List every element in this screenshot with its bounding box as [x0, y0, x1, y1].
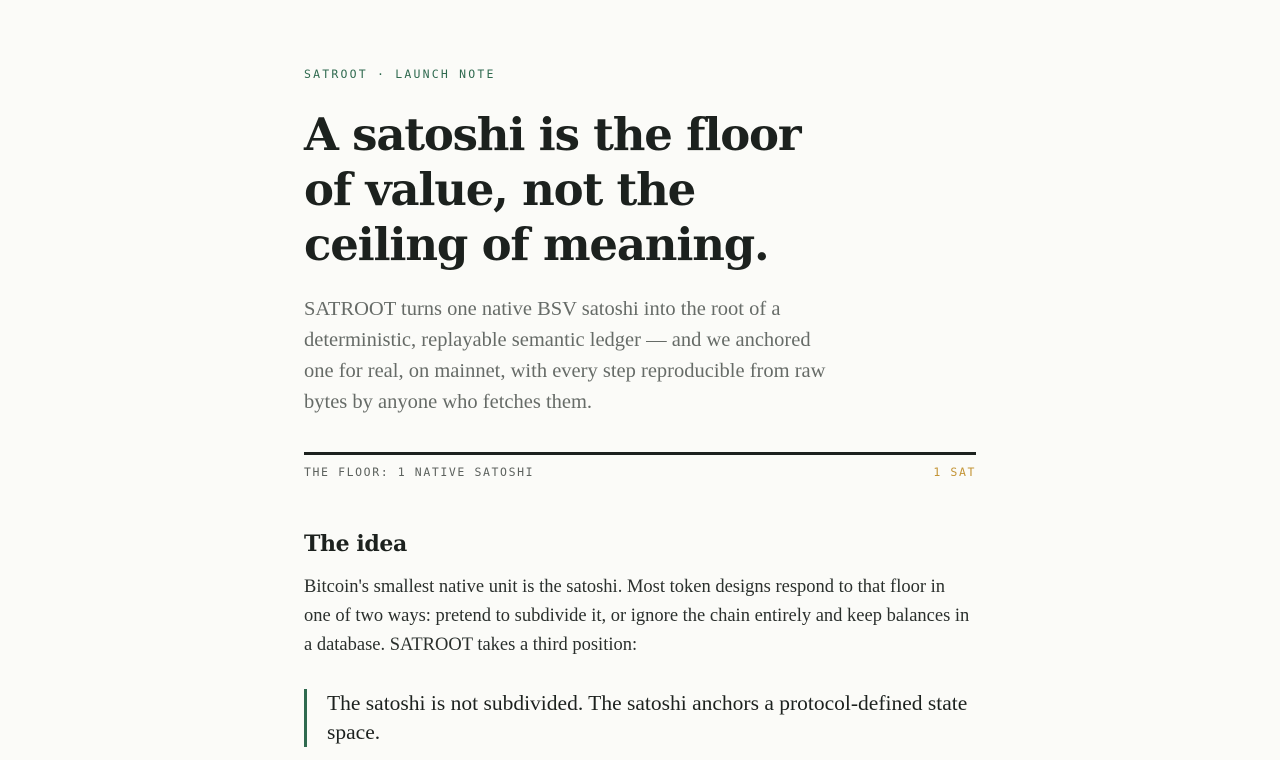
page-title: A satoshi is the floor of value, not the ceiling of meaning.	[304, 108, 801, 271]
section-heading: The idea	[304, 531, 407, 557]
body-paragraph: Bitcoin's smallest native unit is the satoshi. Most token designs respond to that floor in one of two ways: pretend to subdivide it, or ignore the chain entirely and keep balances in a database. SATROOT takes a third position:	[304, 577, 970, 655]
lede-paragraph: SATROOT turns one native BSV satoshi into the root of a deterministic, replayable semantic ledger — and we anchored one for real, on mainnet, with every step reproducible from raw bytes by anyone who fetches them.	[304, 298, 826, 413]
section-divider	[304, 452, 976, 455]
floor-value: 1 SAT	[933, 465, 976, 479]
floor-label: THE FLOOR: 1 NATIVE SATOSHI	[304, 465, 535, 479]
eyebrow-label: SATROOT · LAUNCH NOTE	[304, 67, 496, 81]
pull-quote: The satoshi is not subdivided. The satoshi anchors a protocol-defined state space.	[304, 689, 976, 747]
